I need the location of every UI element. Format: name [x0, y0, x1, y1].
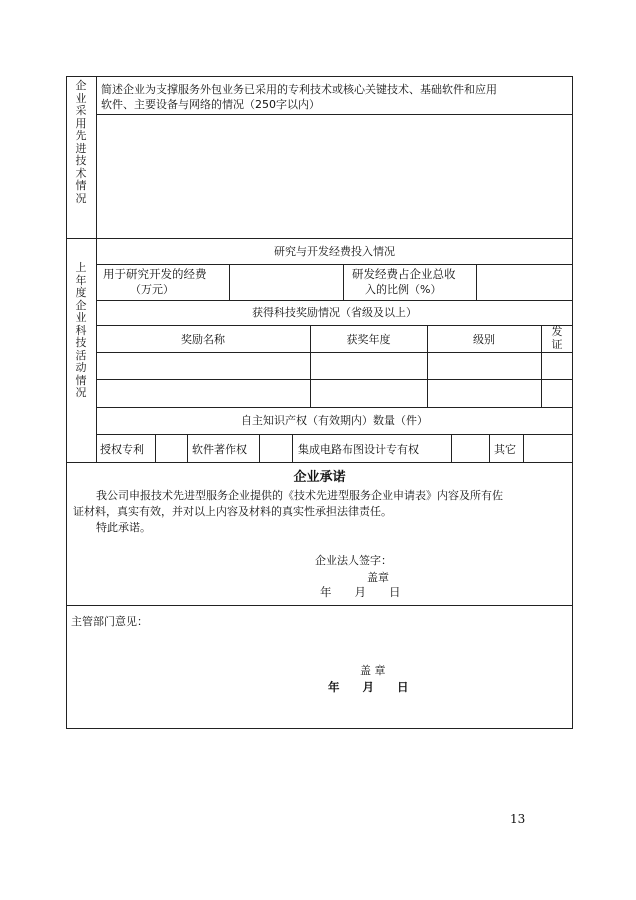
- ip-item-other: 其它: [494, 443, 516, 456]
- award-col-level: 级别: [473, 333, 495, 346]
- ip-divider-6: [489, 434, 490, 462]
- commitment-body-line3: 特此承诺。: [96, 521, 151, 534]
- section2-label-divider: [96, 238, 97, 462]
- legal-representative-signature: 企业法人签字：: [315, 554, 392, 567]
- ip-divider-2: [187, 434, 188, 462]
- commitment-title: 企业承诺: [293, 470, 346, 485]
- rd-row-bottom: [96, 300, 573, 301]
- ip-item-circuit: 集成电路布图设计专有权: [298, 443, 419, 456]
- ip-header: 自主知识产权（有效期内）数量（件）: [241, 414, 428, 427]
- ip-divider-4: [292, 434, 293, 462]
- rd-spend-input[interactable]: [230, 265, 342, 299]
- commitment-body-line1: 我公司申报技术先进型服务企业提供的《技术先进型服务企业申请表》内容及所有佐: [96, 489, 503, 502]
- rd-row-divider-2: [343, 264, 344, 300]
- page-number: 13: [510, 812, 526, 826]
- authority-date: 年 月 日: [328, 680, 409, 694]
- ip-patent-input[interactable]: [156, 435, 186, 461]
- ip-software-input[interactable]: [260, 435, 291, 461]
- commitment-date: 年 月 日: [320, 585, 401, 599]
- rd-ratio-input[interactable]: [477, 265, 572, 299]
- section1-side-label: 企业采用先进技术情况: [75, 79, 87, 205]
- section2-bottom-line: [66, 462, 573, 463]
- rd-spend-label-line1: 用于研究开发的经费: [103, 267, 207, 281]
- ip-item-software: 软件著作权: [192, 443, 247, 456]
- awards-header: 获得科技奖励情况（省级及以上）: [252, 306, 417, 319]
- awards-header-bottom: [96, 325, 573, 326]
- ip-other-input[interactable]: [524, 435, 572, 461]
- rd-ratio-label-line1: 研发经费占企业总收: [352, 267, 456, 281]
- rd-header: 研究与开发经费投入情况: [274, 245, 395, 258]
- commitment-seal: 盖章: [367, 571, 389, 584]
- award-col-name: 奖励名称: [181, 333, 225, 346]
- authority-opinion-label: 主管部门意见：: [71, 615, 148, 628]
- awards-row-line-3: [96, 407, 573, 408]
- rd-ratio-label-line2: 入的比例（%）: [365, 283, 442, 296]
- award-row-2[interactable]: [97, 380, 572, 406]
- section2-side-label: 上年度企业科技活动情况: [75, 261, 87, 399]
- award-col-issuer: 发证: [551, 326, 563, 351]
- section1-bottom-line: [66, 238, 573, 239]
- section1-answer-area[interactable]: [97, 115, 572, 237]
- rd-spend-label-line2: （万元）: [130, 283, 174, 296]
- authority-opinion-area[interactable]: [67, 632, 572, 658]
- authority-seal: 盖 章: [360, 664, 386, 677]
- award-row-1[interactable]: [97, 353, 572, 379]
- commitment-bottom-line: [66, 605, 573, 606]
- commitment-body-line2: 证材料，真实有效，并对以上内容及材料的真实性承担法律责任。: [73, 505, 392, 518]
- section1-description-line2: 软件、主要设备与网络的情况（250字以内）: [101, 98, 320, 111]
- ip-circuit-input[interactable]: [452, 435, 488, 461]
- award-col-year: 获奖年度: [346, 333, 391, 346]
- ip-item-patent: 授权专利: [100, 443, 144, 456]
- section1-description-line1: 简述企业为支撑服务外包业务已采用的专利技术或核心关键技术、基础软件和应用: [101, 83, 497, 96]
